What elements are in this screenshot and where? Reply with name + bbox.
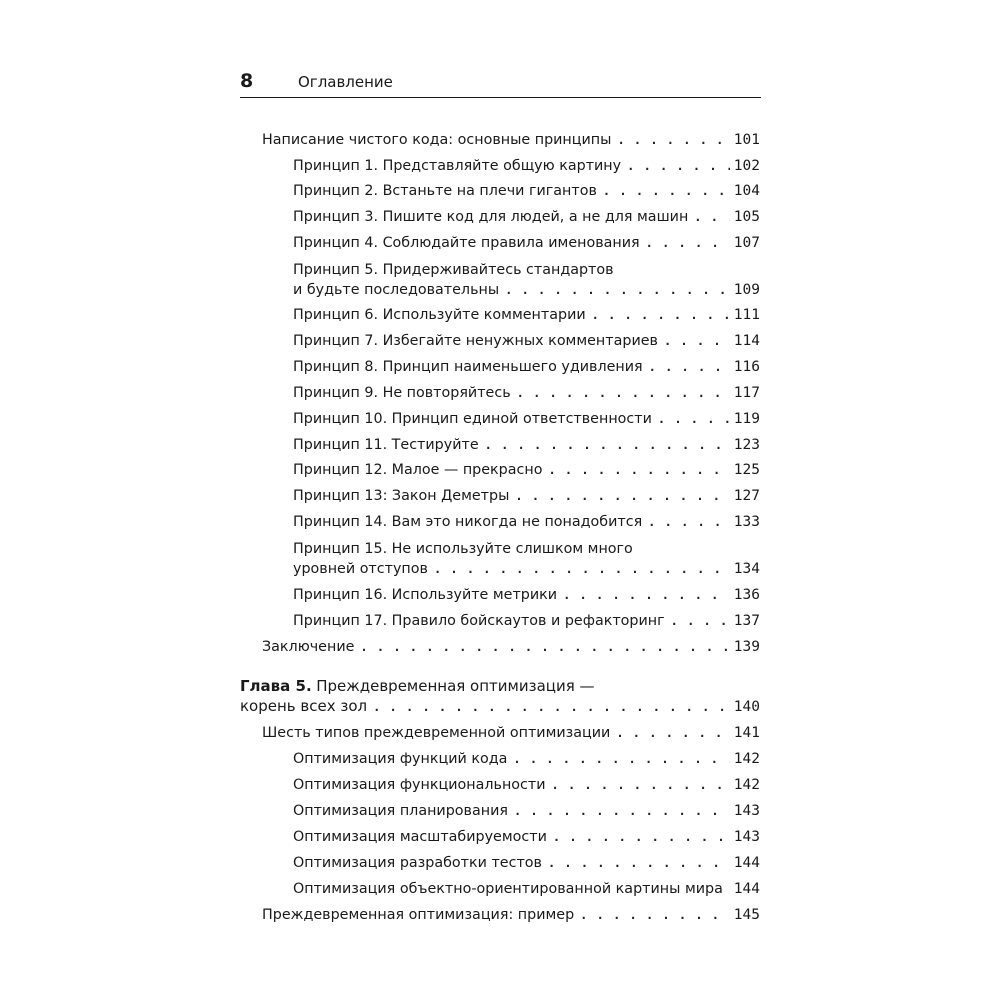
dot-leader [548, 854, 730, 872]
toc-entry-title: Принцип 17. Правило бойскаутов и рефакторинг [293, 613, 665, 629]
toc-entry-principle-11[interactable] [293, 436, 760, 454]
toc-entry-principle-4[interactable] [293, 234, 760, 252]
toc-entry-title: Принцип 14. Вам это никогда не понадобится [293, 514, 643, 530]
toc-entry-title: Заключение [262, 639, 355, 655]
toc-entry-principle-7[interactable] [293, 332, 760, 350]
dot-leader [627, 157, 730, 175]
toc-entry-optimization-planning[interactable] [293, 802, 760, 820]
toc-entry-title: Оптимизация разработки тестов [293, 855, 542, 871]
toc-page-number: 140 [733, 699, 760, 715]
dot-leader [649, 358, 730, 376]
toc-page-number: 107 [733, 235, 760, 251]
toc-page-number: 144 [733, 881, 760, 897]
toc-entry-optimization-scalability[interactable] [293, 828, 760, 846]
page-header [240, 70, 760, 96]
toc-entry-optimization-tests[interactable] [293, 854, 760, 872]
toc-page-number: 125 [733, 462, 760, 478]
toc-entry-title: Оптимизация масштабируемости [293, 829, 547, 845]
dot-leader [485, 436, 730, 454]
dot-leader [592, 306, 730, 324]
toc-entry-title: Написание чистого кода: основные принципы [262, 132, 612, 148]
toc-entry-title: уровней отступов [293, 561, 428, 577]
dot-leader [603, 182, 730, 200]
dot-leader [517, 384, 730, 402]
dot-leader [548, 461, 729, 479]
dot-leader [648, 513, 730, 531]
dot-leader [616, 724, 729, 742]
dot-leader [552, 776, 730, 794]
toc-entry-title: Принцип 2. Встаньте на плечи гигантов [293, 183, 597, 199]
toc-entry-optimization-code-functions[interactable] [293, 750, 760, 768]
toc-page-number: 136 [733, 587, 760, 603]
chapter-label: Глава 5. [240, 677, 312, 695]
toc-entry-principle-8[interactable] [293, 358, 760, 376]
dot-leader [664, 332, 730, 350]
toc-page-number: 127 [733, 488, 760, 504]
dot-leader [513, 750, 729, 768]
toc-page-number: 114 [733, 333, 760, 349]
toc-page-number: 144 [733, 855, 760, 871]
dot-leader [515, 487, 729, 505]
toc-entry-principle-17[interactable] [293, 612, 760, 630]
toc-entry-title: Принцип 6. Используйте комментарии [293, 307, 586, 323]
toc-page-number: 142 [733, 751, 760, 767]
toc-entry-principle-15-line1: Принцип 15. Не используйте слишком много [293, 541, 633, 557]
toc-entry-principle-9[interactable] [293, 384, 760, 402]
toc-entry-title: Шесть типов преждевременной оптимизации [262, 725, 611, 741]
dot-leader [360, 638, 729, 656]
toc-entry-optimization-oop-worldview[interactable] [293, 880, 760, 898]
dot-leader [514, 802, 730, 820]
toc-entry-title: Принцип 3. Пишите код для людей, а не для машин [293, 209, 689, 225]
toc-entry-title: Оптимизация функциональности [293, 777, 546, 793]
page-number: 8 [240, 70, 254, 92]
toc-page-number: 145 [733, 907, 760, 923]
toc-page-number: 123 [733, 437, 760, 453]
toc-entry-principle-13[interactable] [293, 487, 760, 505]
dot-leader [694, 208, 730, 226]
toc-entry-chapter-5[interactable] [240, 697, 760, 716]
toc-entry-title: Принцип 12. Малое — прекрасно [293, 462, 543, 478]
toc-entry-title: Оптимизация функций кода [293, 751, 508, 767]
toc-entry-principle-1[interactable] [293, 157, 760, 175]
toc-entry-six-types[interactable] [262, 724, 760, 742]
dot-leader [505, 281, 730, 299]
toc-entry-title: Принцип 13: Закон Деметры [293, 488, 510, 504]
toc-entry-title: Принцип 1. Представляйте общую картину [293, 158, 622, 174]
dot-leader [434, 560, 730, 578]
toc-page-number: 104 [733, 183, 760, 199]
toc-entry-title: Оптимизация объектно-ориентированной картины мира [293, 881, 723, 897]
dot-leader [580, 906, 730, 924]
toc-entry-title: Принцип 10. Принцип единой ответственности [293, 411, 652, 427]
toc-entry-principle-5[interactable] [293, 281, 760, 299]
toc-entry-title: Оптимизация планирования [293, 803, 508, 819]
toc-page-number: 116 [733, 359, 760, 375]
toc-entry-conclusion[interactable] [262, 638, 760, 656]
toc-page-number: 139 [733, 639, 760, 655]
toc-entry-principle-3[interactable] [293, 208, 760, 226]
dot-leader [373, 698, 730, 716]
toc-page-number: 109 [733, 282, 760, 298]
toc-page-number: 141 [733, 725, 760, 741]
toc-page-number: 119 [733, 411, 760, 427]
chapter-title-line1: Преждевременная оптимизация — [316, 677, 595, 695]
toc-page-number: 111 [733, 307, 760, 323]
header-rule [240, 97, 761, 98]
toc-entry-principle-14[interactable] [293, 513, 760, 531]
dot-leader [671, 612, 730, 630]
toc-entry-premature-optimization-example[interactable] [262, 906, 760, 924]
dot-leader [563, 586, 730, 604]
dot-leader [658, 410, 730, 428]
toc-entry-title: Принцип 4. Соблюдайте правила именования [293, 235, 640, 251]
dot-leader [729, 880, 730, 898]
toc-entry-clean-code-principles[interactable] [262, 131, 760, 149]
toc-entry-principle-5-line1: Принцип 5. Придерживайтесь стандартов [293, 262, 614, 278]
dot-leader [617, 131, 729, 149]
toc-entry-principle-15[interactable] [293, 560, 760, 578]
toc-entry-title: Принцип 9. Не повторяйтесь [293, 385, 511, 401]
dot-leader [553, 828, 730, 846]
dot-leader [646, 234, 730, 252]
toc-entry-optimization-functionality[interactable] [293, 776, 760, 794]
toc-entry-principle-16[interactable] [293, 586, 760, 604]
toc-entry-title: Принцип 7. Избегайте ненужных комментариев [293, 333, 658, 349]
toc-page-number: 134 [733, 561, 760, 577]
toc-page-number: 102 [733, 158, 760, 174]
toc-entry-principle-12[interactable] [293, 461, 760, 479]
toc-page-number: 137 [733, 613, 760, 629]
toc-page-number: 133 [733, 514, 760, 530]
chapter-5-heading-line1 [240, 677, 595, 696]
toc-entry-principle-6[interactable] [293, 306, 760, 324]
toc-entry-principle-10[interactable] [293, 410, 760, 428]
toc-page-number: 142 [733, 777, 760, 793]
toc-entry-principle-2[interactable] [293, 182, 760, 200]
toc-page-number: 117 [733, 385, 760, 401]
toc-entry-title: и будьте последовательны [293, 282, 500, 298]
toc-entry-title: Принцип 11. Тестируйте [293, 437, 479, 453]
toc-page-number: 143 [733, 803, 760, 819]
toc-entry-title: Принцип 8. Принцип наименьшего удивления [293, 359, 643, 375]
running-head: Оглавление [298, 73, 393, 91]
toc-entry-title: Принцип 16. Используйте метрики [293, 587, 558, 603]
toc-entry-title: корень всех зол [240, 697, 368, 715]
toc-entry-title: Преждевременная оптимизация: пример [262, 907, 575, 923]
toc-page-number: 101 [733, 132, 760, 148]
toc-page-number: 143 [733, 829, 760, 845]
toc-page-number: 105 [733, 209, 760, 225]
